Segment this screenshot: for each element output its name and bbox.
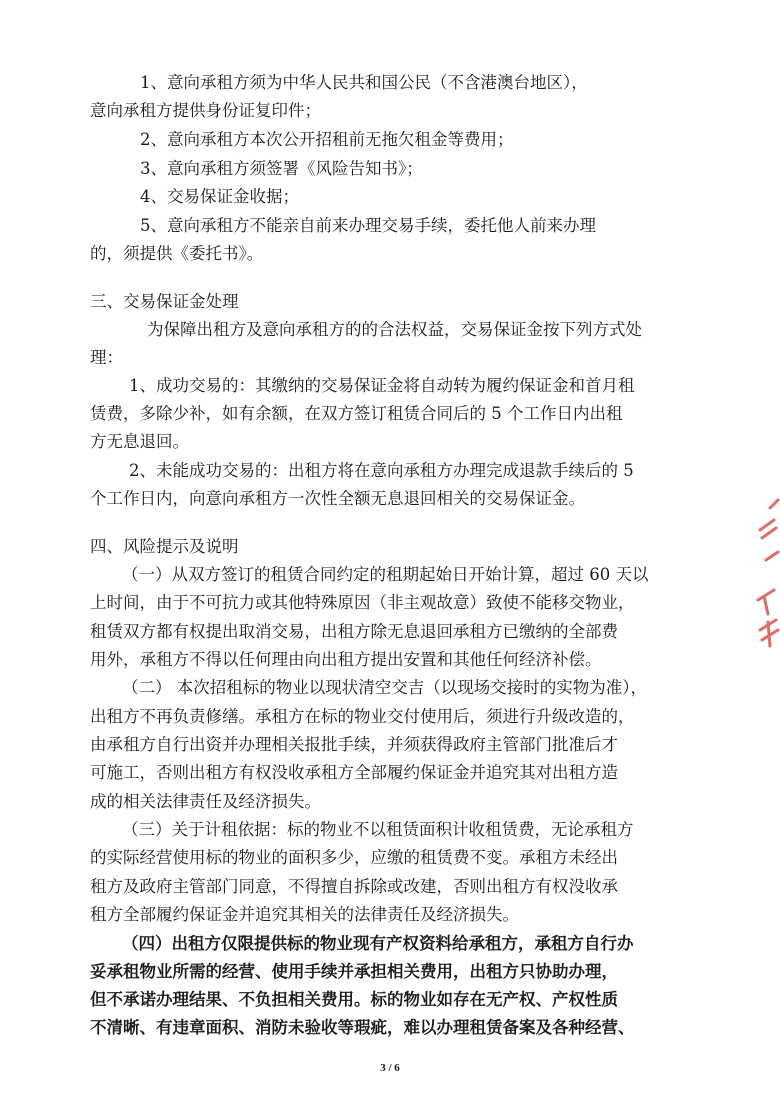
text-line: （一）从双方签订的租赁合同约定的租期起始日开始计算，超过 60 天以 [122,565,649,584]
text-line: 妥承租物业所需的经营、使用手续并承担相关费用，出租方只协助办理， [90,962,618,981]
text-line: 5、意向承租方不能亲自前来办理交易手续，委托他人前来办理 [140,216,596,235]
text-line: （二） 本次招租标的物业以现状清空交吉（以现场交接时的实物为准）， [122,678,647,697]
text-line: 2、意向承租方本次公开招租前无拖欠租金等费用； [140,130,514,149]
text-line: 的实际经营使用标的物业的面积多少，应缴的租赁费不变。承租方未经出 [90,848,618,867]
text-line: 赁费，多除少补，如有余额，在双方签订租赁合同后的 5 个工作日内出租 [90,404,623,423]
section-heading: 三、交易保证金处理 [90,292,239,311]
text-line: 3、意向承租方须签署《风险告知书》； [140,159,423,178]
text-line: 成的相关法律责任及经济损失。 [90,792,321,811]
text-line: 的，须提供《委托书》。 [90,244,264,263]
text-line: 但不承诺办理结果、不负担相关费用。标的物业如存在无产权、产权性质 [90,990,618,1009]
text-line: 出租方不再负责修缮。承租方在标的物业交付使用后，须进行升级改造的， [90,707,635,726]
text-line: 4、交易保证金收据； [140,187,299,206]
text-line: 租方全部履约保证金并追究其相关的法律责任及经济损失。 [90,905,519,924]
text-line: 不清晰、有违章面积、消防未验收等瑕疵，难以办理租赁备案及各种经营、 [90,1018,635,1037]
text-line: 上时间，由于不可抗力或其他特殊原因（非主观故意）致使不能移交物业， [90,593,635,612]
text-line: 可施工，否则出租方有权没收承租方全部履约保证金并追究其对出租方造 [90,763,618,782]
text-line: （四）出租方仅限提供标的物业现有产权资料给承租方，承租方自行办 [122,934,634,953]
section-heading: 四、风险提示及说明 [90,537,239,556]
text-line: 1、意向承租方须为中华人民共和国公民（不含港澳台地区）， [140,73,588,92]
text-line: 用外，承租方不得以任何理由向出租方提出安置和其他任何经济补偿。 [90,650,602,669]
text-line: 方无息退回。 [90,432,189,451]
text-line: 理： [90,348,123,367]
text-line: 租方及政府主管部门同意，不得擅自拆除或改建，否则出租方有权没收承 [90,877,618,896]
text-line: 个工作日内，向意向承租方一次性全额无息退回相关的交易保证金。 [90,489,585,508]
text-line: （三）关于计租依据：标的物业不以租赁面积计收租赁费，无论承租方 [122,820,634,839]
text-line: 意向承租方提供身份证复印件； [90,101,321,120]
text-line: 2、未能成功交易的：出租方将在意向承租方办理完成退款手续后的 5 [129,461,634,480]
page-number: 3 / 6 [380,1062,400,1074]
text-line: 为保障出租方及意向承租方的的合法权益，交易保证金按下列方式处 [147,320,642,339]
text-line: 1、成功交易的：其缴纳的交易保证金将自动转为履约保证金和首月租 [129,376,635,395]
text-line: 由承租方自行出资并办理相关报批手续，并须获得政府主管部门批准后才 [90,735,618,754]
seal-stamp-fragment [740,490,780,680]
text-line: 租赁双方都有权提出取消交易，出租方除无息退回承租方已缴纳的全部费 [90,622,618,641]
